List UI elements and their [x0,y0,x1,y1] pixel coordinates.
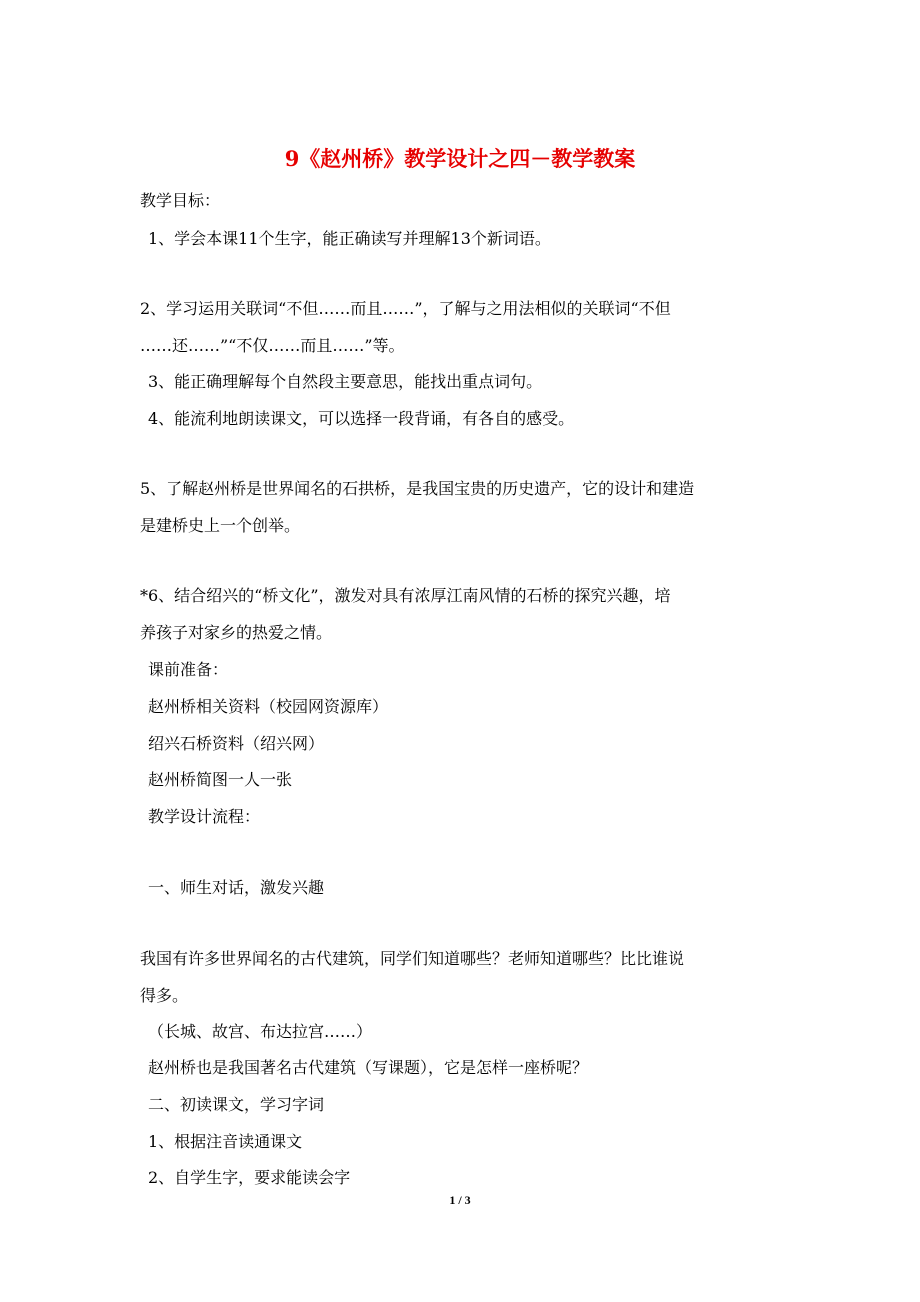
objective-item: 4、能流利地朗读课文，可以选择一段背诵，有各自的感受。 [148,409,575,428]
page-number: 1 / 3 [449,1193,471,1207]
document-title: 9《赵州桥》教学设计之四－教学教案 [284,146,636,171]
paragraph: 赵州桥也是我国著名古代建筑（写课题），它是怎样一座桥呢？ [148,1058,589,1077]
paragraph: 我国有许多世界闻名的古代建筑，同学们知道哪些？老师知道哪些？比比谁说 [140,949,685,968]
objective-item: 3、能正确理解每个自然段主要意思，能找出重点词句。 [148,372,543,391]
objective-item: 5、了解赵州桥是世界闻名的石拱桥，是我国宝贵的历史遗产，它的设计和建造 [140,479,695,498]
process-substep: 2、自学生字，要求能读会字 [148,1168,351,1187]
section-heading-preparation: 课前准备： [148,660,229,679]
paragraph-continued: 得多。 [140,986,189,1005]
process-step-heading: 二、初读课文，学习字词 [148,1095,325,1114]
process-step-heading: 一、师生对话，激发兴趣 [148,878,325,897]
objective-item: 2、学习运用关联词“不但……而且……”，了解与之用法相似的关联词“不但 [140,299,671,318]
objective-item-continued: 养孩子对家乡的热爱之情。 [140,623,333,642]
paragraph: （长城、故宫、布达拉宫……） [148,1022,373,1041]
preparation-item: 绍兴石桥资料（绍兴网） [148,734,325,753]
preparation-item: 赵州桥相关资料（校园网资源库） [148,697,389,716]
objective-item-continued: ……还……”“不仅……而且……”等。 [140,336,405,355]
objective-item-continued: 是建桥史上一个创举。 [140,516,301,535]
objective-item: 1、学会本课11个生字，能正确读写并理解13个新词语。 [148,229,551,248]
process-substep: 1、根据注音读通课文 [148,1132,303,1151]
objective-item: *6、结合绍兴的“桥文化”，激发对具有浓厚江南风情的石桥的探究兴趣，培 [140,586,671,605]
section-heading-objectives: 教学目标： [140,191,221,210]
section-heading-process: 教学设计流程： [148,807,261,826]
preparation-item: 赵州桥简图一人一张 [148,770,293,789]
